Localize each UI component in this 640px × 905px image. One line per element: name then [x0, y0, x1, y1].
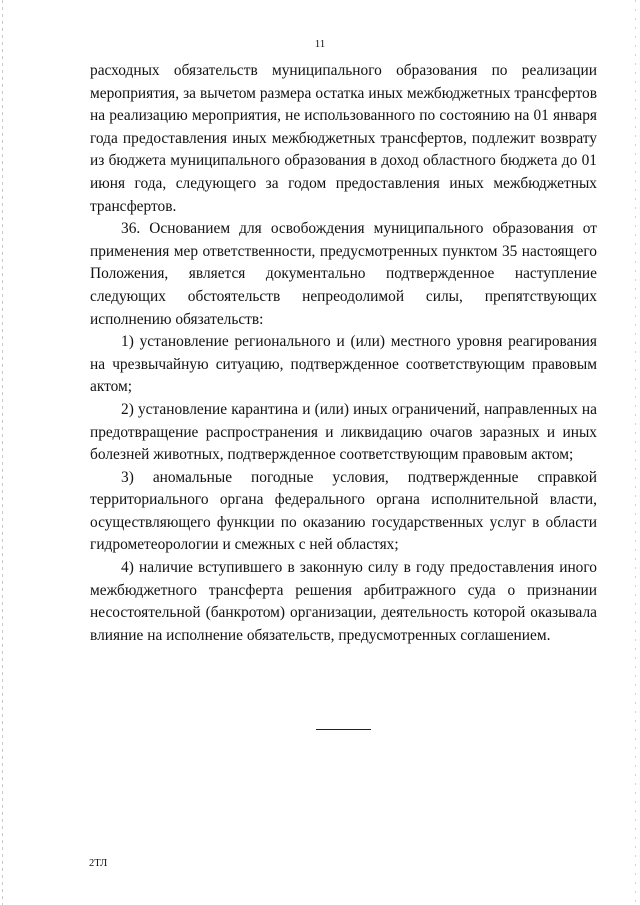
paragraph-continuation: расходных обязательств муниципального образования по реализации мероприятия, за вычетом размера остатка иных межбюджетных трансфертов на реализацию мероприятия, не использованного по состоянию на 01 января года предоставления иных межбюджетных трансфертов, подлежит возврату из бюджета муниципального образования в доход областного бюджета до 01 июня года, следующего за годом предоставления иных межбюджетных трансфертов.	[90, 62, 597, 215]
scan-edge-right	[635, 0, 636, 905]
footer-code: 2ТЛ	[89, 858, 108, 869]
closing-divider	[316, 729, 371, 730]
list-item-4: 4) наличие вступившего в законную силу в году предоставления иного межбюджетного трансферта решения арбитражного суда о признании несостоятельной (банкротом) организации, деятельность которой оказывала влияние на исполнение обязательств, предусмотренных соглашением.	[90, 559, 597, 644]
document-body	[90, 60, 597, 647]
list-item-3: 3) аномальные погодные условия, подтвержденные справкой территориального органа федерального органа исполнительной власти, осуществляющего функции по оказанию государственных услуг в области гидрометеорологии и смежных с ней областях;	[90, 468, 597, 554]
paragraph-clause-36: 36. Основанием для освобождения муниципального образования от применения мер ответственности, предусмотренных пунктом 35 настоящего Положения, является документально подтвержденное наступление следующих обстоятельств непреодолимой силы, препятствующих исполнению обязательств:	[90, 220, 597, 328]
list-item-1: 1) установление регионального и (или) местного уровня реагирования на чрезвычайную ситуацию, подтвержденное соответствующим правовым актом;	[90, 333, 597, 396]
list-item-2: 2) установление карантина и (или) иных ограничений, направленных на предотвращение распространения и ликвидацию очагов заразных и иных болезней животных, подтвержденное соответствующим правовым актом;	[90, 400, 597, 464]
scan-edge-left	[2, 0, 3, 905]
page-number: 11	[314, 38, 326, 50]
